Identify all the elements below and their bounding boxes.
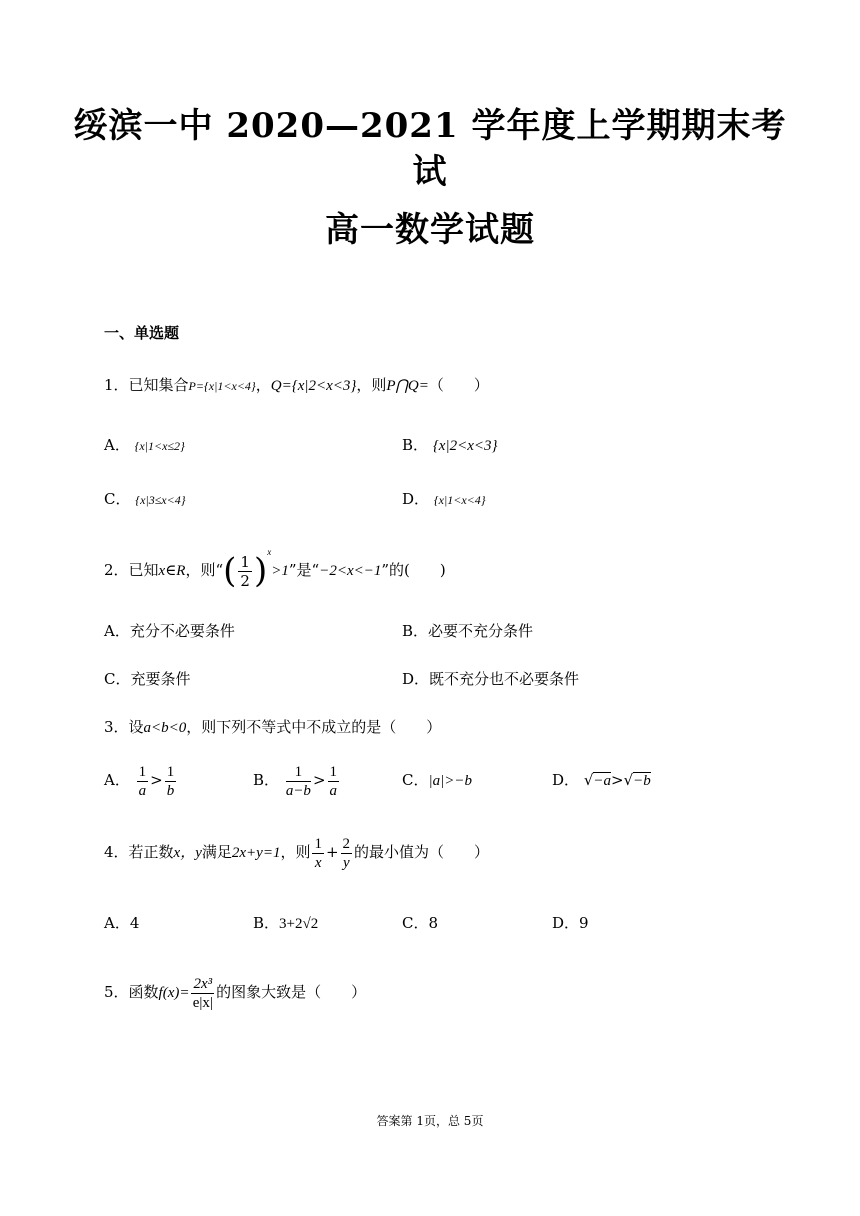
question-3 (104, 716, 441, 739)
operator: > (611, 771, 624, 789)
frac (328, 763, 340, 800)
frac-denominator: b (166, 782, 175, 799)
q4-eq: 2x+y=1 (231, 845, 281, 861)
option-value: 8 (428, 914, 439, 932)
q2-tail: ”的( ) (381, 561, 446, 579)
q4-option-d (552, 912, 589, 934)
option-key: B． (253, 914, 280, 932)
page-title-line2: 试 (412, 152, 448, 192)
option-key: C． (402, 914, 429, 932)
q2-fraction (238, 553, 252, 590)
q4-option-a (104, 912, 139, 934)
q1-option-b (402, 434, 498, 457)
frac-denominator: x (314, 854, 322, 871)
question-2 (104, 546, 446, 591)
option-key: C． (104, 670, 131, 688)
option-value: {x|1<x<4} (433, 493, 486, 507)
q2-lead: 2．已知 (104, 561, 159, 579)
frac (312, 835, 324, 872)
page-footer: 答案第 1页，总 5页 (376, 1114, 484, 1128)
sqrt-icon: √ (623, 771, 634, 789)
q4-tail: 的最小值为（ ） (354, 843, 490, 861)
q2-option-c (104, 668, 191, 690)
q1-set-q: Q={x|2<x<3} (270, 378, 357, 394)
operator: > (312, 771, 326, 789)
frac-numerator: 1 (166, 763, 175, 780)
question-1 (104, 374, 489, 397)
question-4 (104, 832, 489, 873)
q1-option-a (104, 434, 185, 457)
q2-mid2: ”是“ (288, 561, 320, 579)
q4-option-b (253, 912, 318, 935)
radicand: −b (633, 773, 651, 789)
q3-option-d (552, 769, 651, 792)
option-key: B． (253, 771, 280, 789)
q3-tail: ，则下列不等式中不成立的是（ ） (186, 718, 442, 736)
option-value: |a|>−b (428, 773, 472, 789)
frac-denominator: a (138, 782, 147, 799)
q2-gt: >1 (271, 563, 289, 579)
q3-cond: a<b<0 (143, 720, 187, 736)
sqrt-icon: √ (583, 771, 594, 789)
q1-expr: P⋂Q= (386, 378, 429, 394)
frac-denominator: y (342, 854, 350, 871)
option-value: 必要不充分条件 (428, 622, 534, 640)
section-heading: 一、单选题 (104, 324, 180, 342)
q3-lead: 3．设 (104, 718, 144, 736)
q1-blank: （ ） (428, 376, 489, 394)
option-value: 充分不必要条件 (129, 622, 235, 640)
right-paren: ) (253, 551, 268, 591)
frac-denominator: a−b (285, 782, 311, 799)
q2-range: −2<x<−1 (319, 563, 382, 579)
q3-option-b (253, 760, 341, 800)
operator: + (325, 843, 339, 861)
operator: > (150, 771, 163, 789)
q4-mid2: ，则 (280, 843, 311, 861)
option-value: {x|2<x<3} (432, 438, 498, 454)
page-title-line1: 绥滨一中 2020—2021 学年度上学期期末考 (73, 106, 787, 146)
q2-option-b (402, 620, 533, 642)
q4-lead: 4．若正数 (104, 843, 174, 861)
q2-mid1: ，则“ (185, 561, 224, 579)
option-key: D． (402, 670, 430, 688)
option-value: 3+2√2 (279, 916, 319, 932)
frac (137, 763, 149, 800)
option-value: 4 (129, 914, 140, 932)
option-key: C． (402, 771, 429, 789)
q2-exponent: x (267, 547, 272, 557)
q4-vars: x，y (173, 845, 202, 861)
option-key: A． (104, 771, 130, 789)
frac (165, 763, 177, 800)
option-value: 充要条件 (130, 670, 191, 688)
option-key: A． (104, 622, 130, 640)
option-key: B． (402, 622, 429, 640)
option-key: D． (402, 490, 430, 508)
q1-option-c (104, 488, 186, 511)
option-key: D． (552, 914, 580, 932)
frac-numerator: 1 (314, 835, 322, 852)
frac-denominator: a (329, 782, 338, 799)
frac-denominator: e|x| (192, 994, 213, 1011)
q3-option-c (402, 769, 472, 792)
q2-option-d (402, 668, 579, 690)
option-key: C． (104, 490, 131, 508)
option-key: A． (104, 914, 130, 932)
q1-lead: 1．已知集合 (104, 376, 189, 394)
q5-tail: 的图象大致是（ ） (216, 983, 367, 1001)
radicand: −a (593, 773, 611, 789)
q4-mid1: 满足 (201, 843, 232, 861)
frac (341, 835, 353, 872)
option-value: {x|3≤x<4} (135, 493, 186, 507)
option-key: D． (552, 771, 580, 789)
frac-numerator: 1 (329, 763, 338, 780)
q5-lead: 5．函数 (104, 983, 159, 1001)
q5-func: f(x)= (158, 985, 190, 1001)
frac (191, 975, 214, 1012)
q4-option-c (402, 912, 438, 934)
q1-set-p: P={x|1<x<4} (188, 379, 256, 393)
frac-numerator: 2x³ (193, 975, 213, 992)
left-paren: ( (223, 551, 237, 591)
q3-option-a (104, 760, 178, 800)
option-value: 既不充分也不必要条件 (429, 670, 580, 688)
question-5 (104, 972, 366, 1013)
frac-numerator: 2 (342, 835, 351, 852)
q2-option-a (104, 620, 235, 642)
page-subtitle: 高一数学试题 (325, 210, 535, 250)
option-value: {x|1<x≤2} (134, 439, 185, 453)
q2-cond: x∈R (158, 563, 186, 579)
frac-numerator: 1 (240, 552, 250, 571)
option-value: 9 (579, 914, 589, 932)
q1-option-d (402, 488, 486, 511)
frac (286, 763, 311, 800)
option-key: B． (402, 436, 429, 454)
option-key: A． (104, 436, 130, 454)
q1-mid: ，则 (356, 376, 387, 394)
q1-comma: ， (255, 376, 271, 394)
frac-denominator: 2 (240, 571, 250, 590)
frac-numerator: 1 (138, 763, 147, 780)
frac-numerator: 1 (286, 763, 311, 782)
